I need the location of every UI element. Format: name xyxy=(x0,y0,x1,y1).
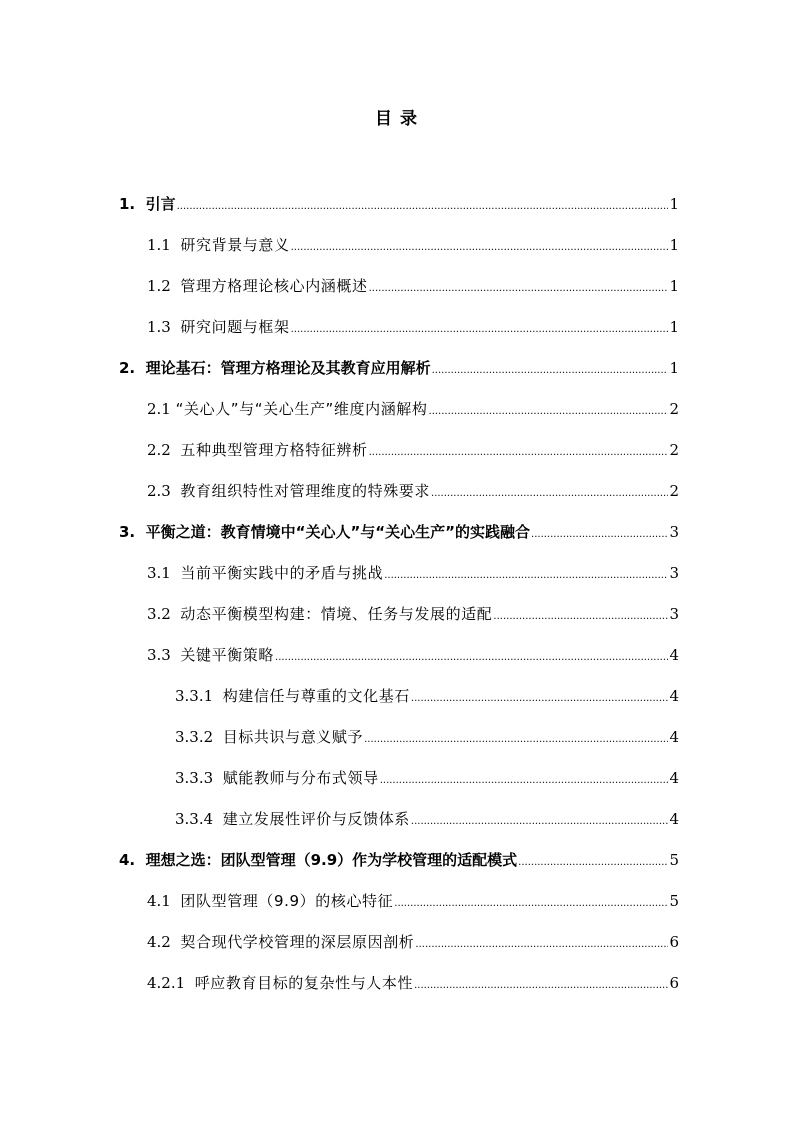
toc-entry-2-1[interactable] xyxy=(147,397,679,421)
toc-page-number: 3 xyxy=(669,564,679,582)
dot-leader xyxy=(177,195,669,219)
toc-number: 2.2 xyxy=(147,441,181,459)
toc-entry-1[interactable] xyxy=(119,192,679,216)
toc-entry-3-1[interactable] xyxy=(147,561,679,585)
toc-title: 构建信任与尊重的文化基石 xyxy=(222,687,410,705)
toc-title: 当前平衡实践中的矛盾与挑战 xyxy=(180,564,384,582)
toc-title: 引言 xyxy=(145,195,176,213)
toc-title: 动态平衡模型构建：情境、任务与发展的适配 xyxy=(180,605,493,623)
toc-number: 3.3.3 xyxy=(175,769,223,787)
toc-number: 2. xyxy=(119,359,146,377)
toc-number: 3.1 xyxy=(147,564,181,582)
toc-entry-4-2-1[interactable] xyxy=(147,971,679,995)
toc-page-number: 5 xyxy=(669,851,679,869)
dot-leader xyxy=(414,974,668,998)
toc-entry-3-2[interactable] xyxy=(147,602,679,626)
toc-page-number: 2 xyxy=(669,441,679,459)
toc-title: 平衡之道：教育情境中“关心人”与“关心生产”的实践融合 xyxy=(145,523,531,541)
toc-title: 理想之选：团队型管理（9.9）作为学校管理的适配模式 xyxy=(145,851,518,869)
toc-number: 1. xyxy=(119,195,146,213)
dot-leader xyxy=(432,359,669,383)
toc-number: 3.3.4 xyxy=(175,810,223,828)
toc-entry-3-3-1[interactable] xyxy=(175,684,679,708)
toc-page-number: 4 xyxy=(669,646,679,664)
dot-leader xyxy=(411,810,669,834)
toc-page-number: 4 xyxy=(669,769,679,787)
toc-title: 目标共识与意义赋予 xyxy=(222,728,364,746)
toc-entry-4[interactable] xyxy=(119,848,679,872)
toc-title: 研究问题与框架 xyxy=(180,318,290,336)
page-title: 目 录 xyxy=(375,109,418,129)
dot-leader xyxy=(411,687,669,711)
toc-page-number: 1 xyxy=(669,277,679,295)
toc-page-number: 6 xyxy=(669,974,679,992)
toc-entry-3-3-4[interactable] xyxy=(175,807,679,831)
dot-leader xyxy=(394,892,668,916)
toc-number: 2.1 xyxy=(147,400,176,418)
toc-entry-3-3-2[interactable] xyxy=(175,725,679,749)
toc-entry-3-3-3[interactable] xyxy=(175,766,679,790)
toc-entry-2[interactable] xyxy=(119,356,679,380)
toc-entry-1-1[interactable] xyxy=(147,233,679,257)
toc-page-number: 5 xyxy=(669,892,679,910)
toc-page-number: 2 xyxy=(669,482,679,500)
toc-title: 呼应教育目标的复杂性与人本性 xyxy=(194,974,414,992)
toc-entry-3[interactable] xyxy=(119,520,679,544)
toc-page-number: 1 xyxy=(669,359,679,377)
toc-title: 建立发展性评价与反馈体系 xyxy=(222,810,410,828)
toc-page-number: 4 xyxy=(669,728,679,746)
toc-title: “关心人”与“关心生产”维度内涵解构 xyxy=(175,400,428,418)
toc-number: 3. xyxy=(119,523,146,541)
toc-number: 3.3 xyxy=(147,646,181,664)
dot-leader xyxy=(275,646,668,670)
toc-page-number: 6 xyxy=(669,933,679,951)
toc-number: 1.3 xyxy=(147,318,181,336)
toc-number: 3.3.1 xyxy=(175,687,223,705)
dot-leader xyxy=(369,277,669,301)
toc-entry-4-2[interactable] xyxy=(147,930,679,954)
toc-title: 管理方格理论核心内涵概述 xyxy=(180,277,368,295)
toc-page-number: 2 xyxy=(669,400,679,418)
dot-leader xyxy=(384,564,668,588)
toc-number: 3.3.2 xyxy=(175,728,223,746)
toc-page-number: 4 xyxy=(669,687,679,705)
toc-title: 团队型管理（9.9）的核心特征 xyxy=(180,892,394,910)
toc-number: 3.2 xyxy=(147,605,181,623)
toc-number: 4.2 xyxy=(147,933,181,951)
toc-entry-1-3[interactable] xyxy=(147,315,679,339)
toc-page-number: 1 xyxy=(669,195,679,213)
dot-leader xyxy=(369,441,669,465)
toc-entry-4-1[interactable] xyxy=(147,889,679,913)
toc-title: 五种典型管理方格特征辨析 xyxy=(180,441,368,459)
toc-title: 理论基石：管理方格理论及其教育应用解析 xyxy=(145,359,431,377)
toc-entry-1-2[interactable] xyxy=(147,274,679,298)
toc-entry-2-3[interactable] xyxy=(147,479,679,503)
dot-leader xyxy=(531,523,668,547)
toc-number: 1.1 xyxy=(147,236,181,254)
dot-leader xyxy=(291,236,669,260)
toc-page-number: 4 xyxy=(669,810,679,828)
toc-number: 4.2.1 xyxy=(147,974,195,992)
toc-title: 赋能教师与分布式领导 xyxy=(222,769,379,787)
dot-leader xyxy=(429,400,669,424)
toc-number: 2.3 xyxy=(147,482,181,500)
toc-entry-2-2[interactable] xyxy=(147,438,679,462)
dot-leader xyxy=(493,605,668,629)
toc-number: 1.2 xyxy=(147,277,181,295)
dot-leader xyxy=(364,728,668,752)
toc-page-number: 1 xyxy=(669,318,679,336)
toc-page-number: 3 xyxy=(669,523,679,541)
dot-leader xyxy=(518,851,668,875)
dot-leader xyxy=(291,318,669,342)
toc-number: 4. xyxy=(119,851,146,869)
toc-title: 契合现代学校管理的深层原因剖析 xyxy=(180,933,415,951)
toc-number: 4.1 xyxy=(147,892,181,910)
dot-leader xyxy=(415,933,668,957)
dot-leader xyxy=(380,769,669,793)
dot-leader xyxy=(431,482,668,506)
toc-entry-3-3[interactable] xyxy=(147,643,679,667)
toc-page-number: 1 xyxy=(669,236,679,254)
toc-title: 研究背景与意义 xyxy=(180,236,290,254)
toc-title: 教育组织特性对管理维度的特殊要求 xyxy=(180,482,431,500)
toc-title: 关键平衡策略 xyxy=(180,646,275,664)
toc-page-number: 3 xyxy=(669,605,679,623)
